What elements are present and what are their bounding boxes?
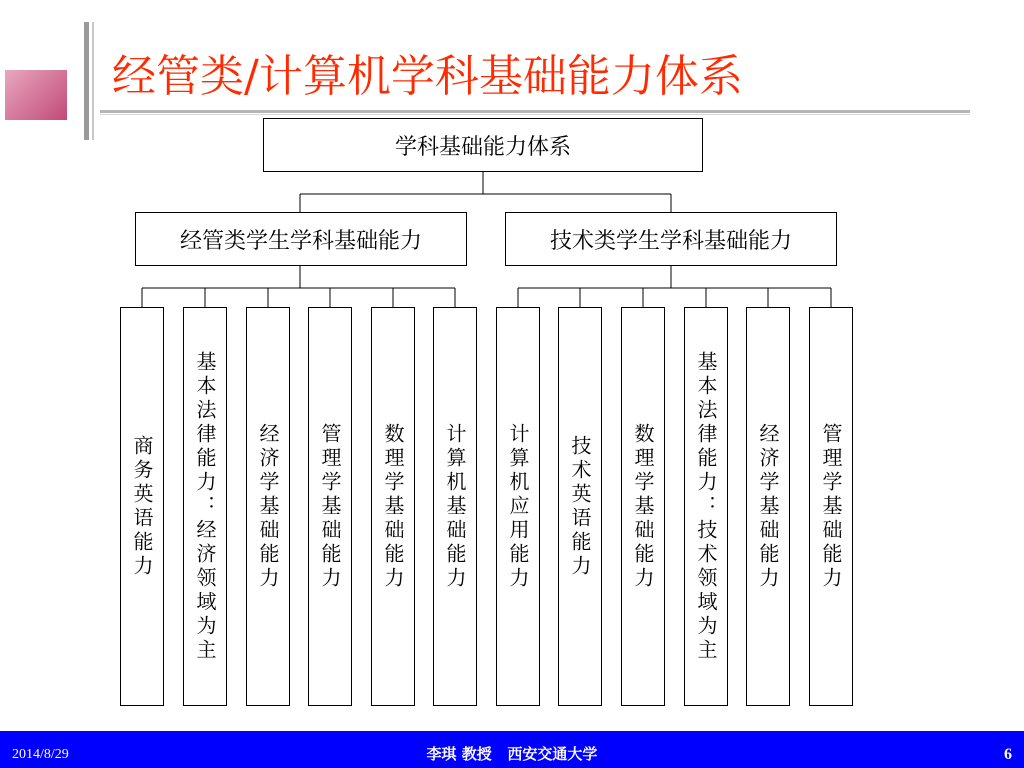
branch-node-econ: 经管类学生学科基础能力 <box>135 212 467 266</box>
leaf-node: 计算机应用能力 <box>496 307 540 706</box>
leaf-node: 数理学基础能力 <box>371 307 415 706</box>
leaf-node: 基本法律能力：技术领域为主 <box>684 307 728 706</box>
leaf-node: 基本法律能力：经济领域为主 <box>183 307 227 706</box>
leaf-node: 管理学基础能力 <box>308 307 352 706</box>
leaf-node: 数理学基础能力 <box>621 307 665 706</box>
leaf-node: 计算机基础能力 <box>433 307 477 706</box>
slide-title: 经管类/计算机学科基础能力体系 <box>112 51 743 102</box>
leaf-node: 经济学基础能力 <box>246 307 290 706</box>
footer-date: 2014/8/29 <box>12 747 69 762</box>
branch-node-tech: 技术类学生学科基础能力 <box>505 212 837 266</box>
footer-author: 李琪 教授 西安交通大学 <box>426 745 598 763</box>
leaf-node: 管理学基础能力 <box>809 307 853 706</box>
leaf-node: 技术英语能力 <box>558 307 602 706</box>
root-node: 学科基础能力体系 <box>263 118 703 172</box>
page-number: 6 <box>1004 746 1012 763</box>
leaf-node: 经济学基础能力 <box>746 307 790 706</box>
leaf-node: 商务英语能力 <box>120 307 164 706</box>
